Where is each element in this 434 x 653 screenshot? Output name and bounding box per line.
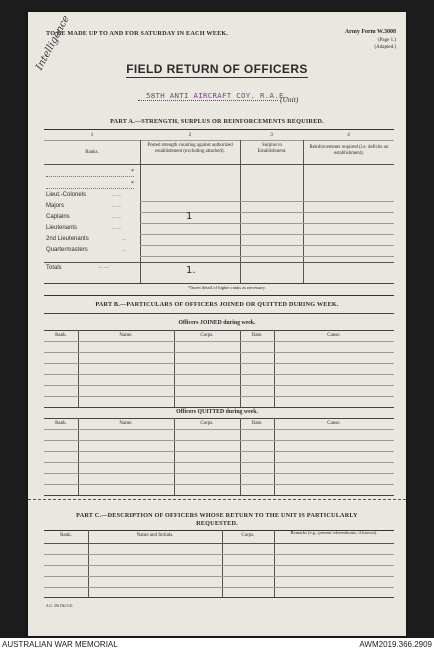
row-line [140, 234, 394, 235]
part-c-heading [38, 512, 396, 528]
star-mark-1: * [131, 169, 134, 175]
form-title-text: FIELD RETURN OF OFFICERS [126, 62, 308, 76]
col-header-reinforcements: Reinforcements required (i.e. deficits on establishment). [309, 145, 389, 156]
caption-accession-number: AWM2019.366.2909 [359, 640, 432, 649]
star-row-line-2 [46, 188, 134, 189]
form-title [28, 62, 406, 76]
star-row-line-1 [46, 176, 134, 177]
part-c-col-corps: Corps. [241, 533, 255, 538]
joined-row-line [44, 385, 394, 386]
joined-heading: Officers JOINED during week. [178, 320, 256, 326]
row-line [140, 201, 394, 202]
part-b-rule [44, 313, 394, 314]
quitted-col-rank: Rank. [55, 421, 67, 426]
col-num-rule [44, 140, 394, 141]
leader-dots: ... ... [112, 226, 121, 231]
col-num-1: 1 [90, 132, 94, 138]
form-number: Army Form W.3008 [344, 29, 396, 35]
adapted-note: (Adapted.) [374, 45, 396, 50]
unit-stamp: 58TH ANTI AIRCRAFT COY. R.A.E. [146, 91, 289, 100]
joined-col-rank: Rank. [55, 333, 67, 338]
rank-lieut-colonels: Lieut.-Colonels [46, 192, 87, 198]
footnote: *Insert detail of higher ranks as necessary. [188, 285, 266, 290]
handwritten-note: Intelligence [34, 13, 72, 73]
quitted-row-line [44, 495, 394, 496]
leader-dots: — — [98, 266, 110, 271]
leader-dots: ... [122, 248, 126, 253]
leader-dots: ... ... [112, 215, 121, 220]
col-num-3: 3 [270, 132, 273, 138]
joined-row-line [44, 396, 394, 397]
joined-row-line [44, 374, 394, 375]
rank-captains: Captains [46, 214, 70, 220]
quitted-row-line [44, 440, 394, 441]
joined-col-date: Date. [251, 333, 263, 338]
rank-quartermasters: Quartermasters [46, 247, 88, 253]
joined-header-rule [44, 341, 394, 342]
quitted-col-date: Date. [251, 421, 263, 426]
part-c-row-line [44, 576, 394, 577]
joined-row-line [44, 352, 394, 353]
joined-row-line [44, 407, 394, 408]
rank-lieutenants: Lieutenants [46, 225, 78, 231]
unit-label: (Unit) [280, 95, 299, 104]
caption-institution: AUSTRALIAN WAR MEMORIAL [2, 640, 118, 649]
header-instruction: TO BE MADE UP TO AND FOR SATURDAY IN EACH WEEK. [46, 30, 229, 37]
quitted-header-rule [44, 429, 394, 430]
row-line [140, 256, 394, 257]
form-page [28, 12, 406, 636]
part-a-bottom-rule [44, 283, 394, 284]
part-c-col-rank: Rank. [60, 533, 72, 538]
quitted-col-cause: Cause. [327, 421, 341, 426]
rank-majors: Majors [46, 203, 65, 209]
quitted-row-line [44, 473, 394, 474]
part-b-heading: PART B.—PARTICULARS OF OFFICERS JOINED OR QUITTED DURING WEEK. [95, 301, 339, 308]
quitted-col-corps: Corps. [200, 421, 214, 426]
row-line [140, 245, 394, 246]
part-c-row-line [44, 565, 394, 566]
col-header-surplus: Surplus to Establishment. [257, 143, 287, 154]
quitted-col-name: Name. [119, 421, 133, 426]
perforation-line [28, 499, 406, 500]
row-line [140, 212, 394, 213]
part-a-heading: PART A.—STRENGTH, SURPLUS OR REINFORCEMENTS REQUIRED. [110, 118, 324, 125]
part-c-header-rule [44, 543, 394, 544]
captains-posted-strength: 1 [186, 211, 193, 222]
rank-2nd-lieutenants: 2nd Lieutenants [46, 236, 89, 242]
quitted-heading: Officers QUITTED during week. [176, 409, 258, 415]
form-number-block [345, 29, 396, 52]
joined-row-line [44, 363, 394, 364]
joined-col-cause: Cause. [327, 333, 341, 338]
leader-dots: ... ... [112, 193, 121, 198]
quitted-row-line [44, 484, 394, 485]
header-bottom-rule [44, 164, 394, 165]
leader-dots: ... ... [112, 204, 121, 209]
col-header-ranks: Ranks. [85, 150, 99, 155]
unit-dotted-line [138, 100, 278, 101]
rank-totals: Totals [46, 265, 62, 271]
page-number: (Page 1.) [377, 37, 396, 43]
part-c-heading-line-1: PART C.—DESCRIPTION OF OFFICERS WHOSE RETURN TO THE UNIT IS PARTICULARLY [76, 512, 358, 519]
part-c-row-line [44, 554, 394, 555]
part-c-col-name: Name and Initials. [136, 533, 174, 538]
part-c-col-remarks: Remarks (e.g., present whereabouts, if known). [290, 530, 378, 535]
star-mark-2: * [131, 181, 134, 187]
joined-col-corps: Corps. [200, 333, 214, 338]
part-c-table-bottom [44, 597, 394, 598]
col-num-2: 2 [188, 132, 192, 138]
print-code: A.G. 256 Dkt 5/41 [46, 604, 73, 608]
joined-table-top [44, 330, 394, 331]
part-b-top-rule [44, 295, 394, 296]
joined-col-name: Name. [119, 333, 133, 338]
part-c-heading-line-2: REQUESTED. [196, 520, 238, 527]
col-num-4: 4 [347, 132, 350, 138]
totals-posted-strength: 1. [186, 265, 196, 276]
quitted-row-line [44, 462, 394, 463]
quitted-table-top [44, 418, 394, 419]
leader-dots: ... [122, 237, 126, 242]
part-a-top-rule [44, 129, 394, 130]
totals-top-rule [44, 262, 394, 263]
quitted-row-line [44, 451, 394, 452]
row-line [140, 223, 394, 224]
col-header-posted-strength: Posted strength counting against authorized establishment (excluding attached). [147, 143, 233, 154]
part-c-row-line [44, 587, 394, 588]
